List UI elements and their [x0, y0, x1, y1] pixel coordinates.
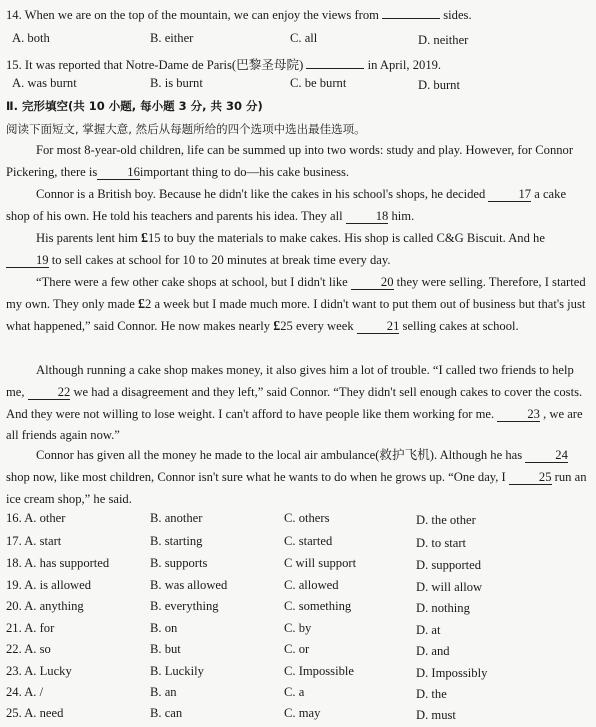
blank-16: 16	[97, 165, 140, 180]
blank-18: 18	[346, 209, 389, 224]
answer-blank	[306, 56, 364, 69]
option-d: D. burnt	[418, 78, 460, 92]
exam-page: 14. When we are on the top of the mountain, we can enjoy the views from sides. A. both B. either C. all D. neither 15. It was reported that Notre-Dame de Paris(巴黎圣母院) in April, 2019. A. was burnt B. is burnt C. be burnt D. burnt Ⅱ. 完形填空(共 10 小题, 每小题 3 分, 共 30 分) 阅读下面短文, 掌握大意, 然后从每题所给的四个选项中选出最佳选项。 For most 8-year-old children, life can be summed up into two words: study and play. However, for Connor Pickering, there is 16important thing to do—his cake business. Connor is a British boy. Because he didn't like the cakes in his school's shops, he decided 17 a cake shop of his own. He told his teachers and parents his idea. They all 18 him. His parents lent him £15 to buy the materials to make cakes. His shop is called C&G Biscuit. And he 19 to sell cakes at school for 10 to 20 minutes at break time every day. “There were a few other cake shops at school, but I didn't like 20 they were selling. Therefore, I started my own. They only made £2 a week but I made much more. I didn't want to put them out of business but that's just what happened,” said Connor. He now makes nearly £25 every week 21 selling cakes at school. Although running a cake shop makes money, it also gives him a lot of trouble. “I called two friends to help me, 22 we had a disagreement and they left,” said Connor. “They didn't sell enough cakes to cover the costs. And they were not willing to lose weight. I can't afford to have people like them working for me. 23 , we are all friends again now.” Connor has given all the money he made to the local air ambulance(救护飞机). Although he has 24 shop now, like most children, Connor isn't sure what he wants to do when he grows up. “One day, I 25 run an ice cream shop,” he said. 16. A. other B. another C. others D. the other 17. A. start B. starting C. started D. to start 18. A. has supported B. supports C will support D. supported 19. A. is allowed B. was allowed C. allowed D. will allow 20. A. anything B. everything C. something D. nothing 21. A. for B. on C. by D. at 22. A. so B. but C. or D. and 23. A. Lucky B. Luckily C. Impossible D. Impossibly 24. A. / B. an C. a D. the 25. A. need B. can C. may D. must	[0, 0, 596, 727]
question-14-text-end: sides.	[443, 8, 472, 22]
pound-symbol: £	[138, 296, 145, 312]
blank-22: 22	[28, 385, 71, 400]
pound-symbol: £	[273, 318, 281, 334]
option-b: B. is burnt	[150, 76, 203, 90]
option-a: A. was burnt	[12, 76, 77, 90]
passage-paragraph-2: Connor is a British boy. Because he didn't like the cakes in his school's shops, he decided 17 a cake shop of his own. He told his teachers and parents his idea. They all 18 him.	[6, 187, 567, 223]
question-15-text: 15. It was reported that Notre-Dame de Paris(巴黎圣母院)	[6, 58, 304, 72]
passage-paragraph-6: Connor has given all the money he made to the local air ambulance(救护飞机). Although he has 24 shop now, like most children, Connor isn't sure what he wants to do when he grows up. “One day, I 25 run an ice cream shop,” he said.	[6, 448, 587, 506]
option-a: A. both	[12, 31, 50, 45]
section-instruction: 阅读下面短文, 掌握大意, 然后从每题所给的四个选项中选出最佳选项。	[6, 122, 366, 136]
question-15-stem	[6, 54, 441, 73]
blank-21: 21	[357, 319, 400, 334]
option-d: D. neither	[418, 33, 469, 47]
passage-paragraph-5: Although running a cake shop makes money, it also gives him a lot of trouble. “I called two friends to help me, 22 we had a disagreement and they left,” said Connor. “They didn't sell enough cakes to cover the costs. And they were not willing to lose weight. I can't afford to have people like them working for me. 23 , we are all friends again now.”	[6, 363, 583, 443]
section-heading: Ⅱ. 完形填空(共 10 小题, 每小题 3 分, 共 30 分)	[6, 99, 263, 113]
passage-paragraph-4: “There were a few other cake shops at school, but I didn't like 20 they were selling. Therefore, I started my own. They only made £2 a week but I made much more. I didn't want to put them out of business but that's just what happened,” said Connor. He now makes nearly £25 every week 21 selling cakes at school.	[6, 275, 586, 334]
pound-symbol: £	[140, 231, 148, 246]
blank-17: 17	[488, 187, 531, 202]
blank-25: 25	[509, 470, 552, 485]
blank-24: 24	[525, 448, 568, 463]
answer-blank	[382, 6, 440, 19]
blank-23: 23	[497, 407, 540, 422]
blank-20: 20	[351, 275, 394, 290]
question-14-stem	[6, 6, 472, 23]
question-14-text: 14. When we are on the top of the mountain, we can enjoy the views from	[6, 8, 379, 22]
option-b: B. either	[150, 31, 194, 45]
passage-paragraph-3: His parents lent him £15 to buy the materials to make cakes. His shop is called C&G Biscuit. And he 19 to sell cakes at school for 10 to 20 minutes at break time every day.	[6, 228, 590, 272]
option-c: C. all	[290, 31, 318, 45]
question-15-text-end: in April, 2019.	[367, 58, 442, 72]
blank-19: 19	[6, 253, 49, 268]
option-c: C. be burnt	[290, 76, 347, 90]
passage-paragraph-1: For most 8-year-old children, life can be summed up into two words: study and play. However, for Connor Pickering, there is 16important thing to do—his cake business.	[6, 143, 574, 179]
